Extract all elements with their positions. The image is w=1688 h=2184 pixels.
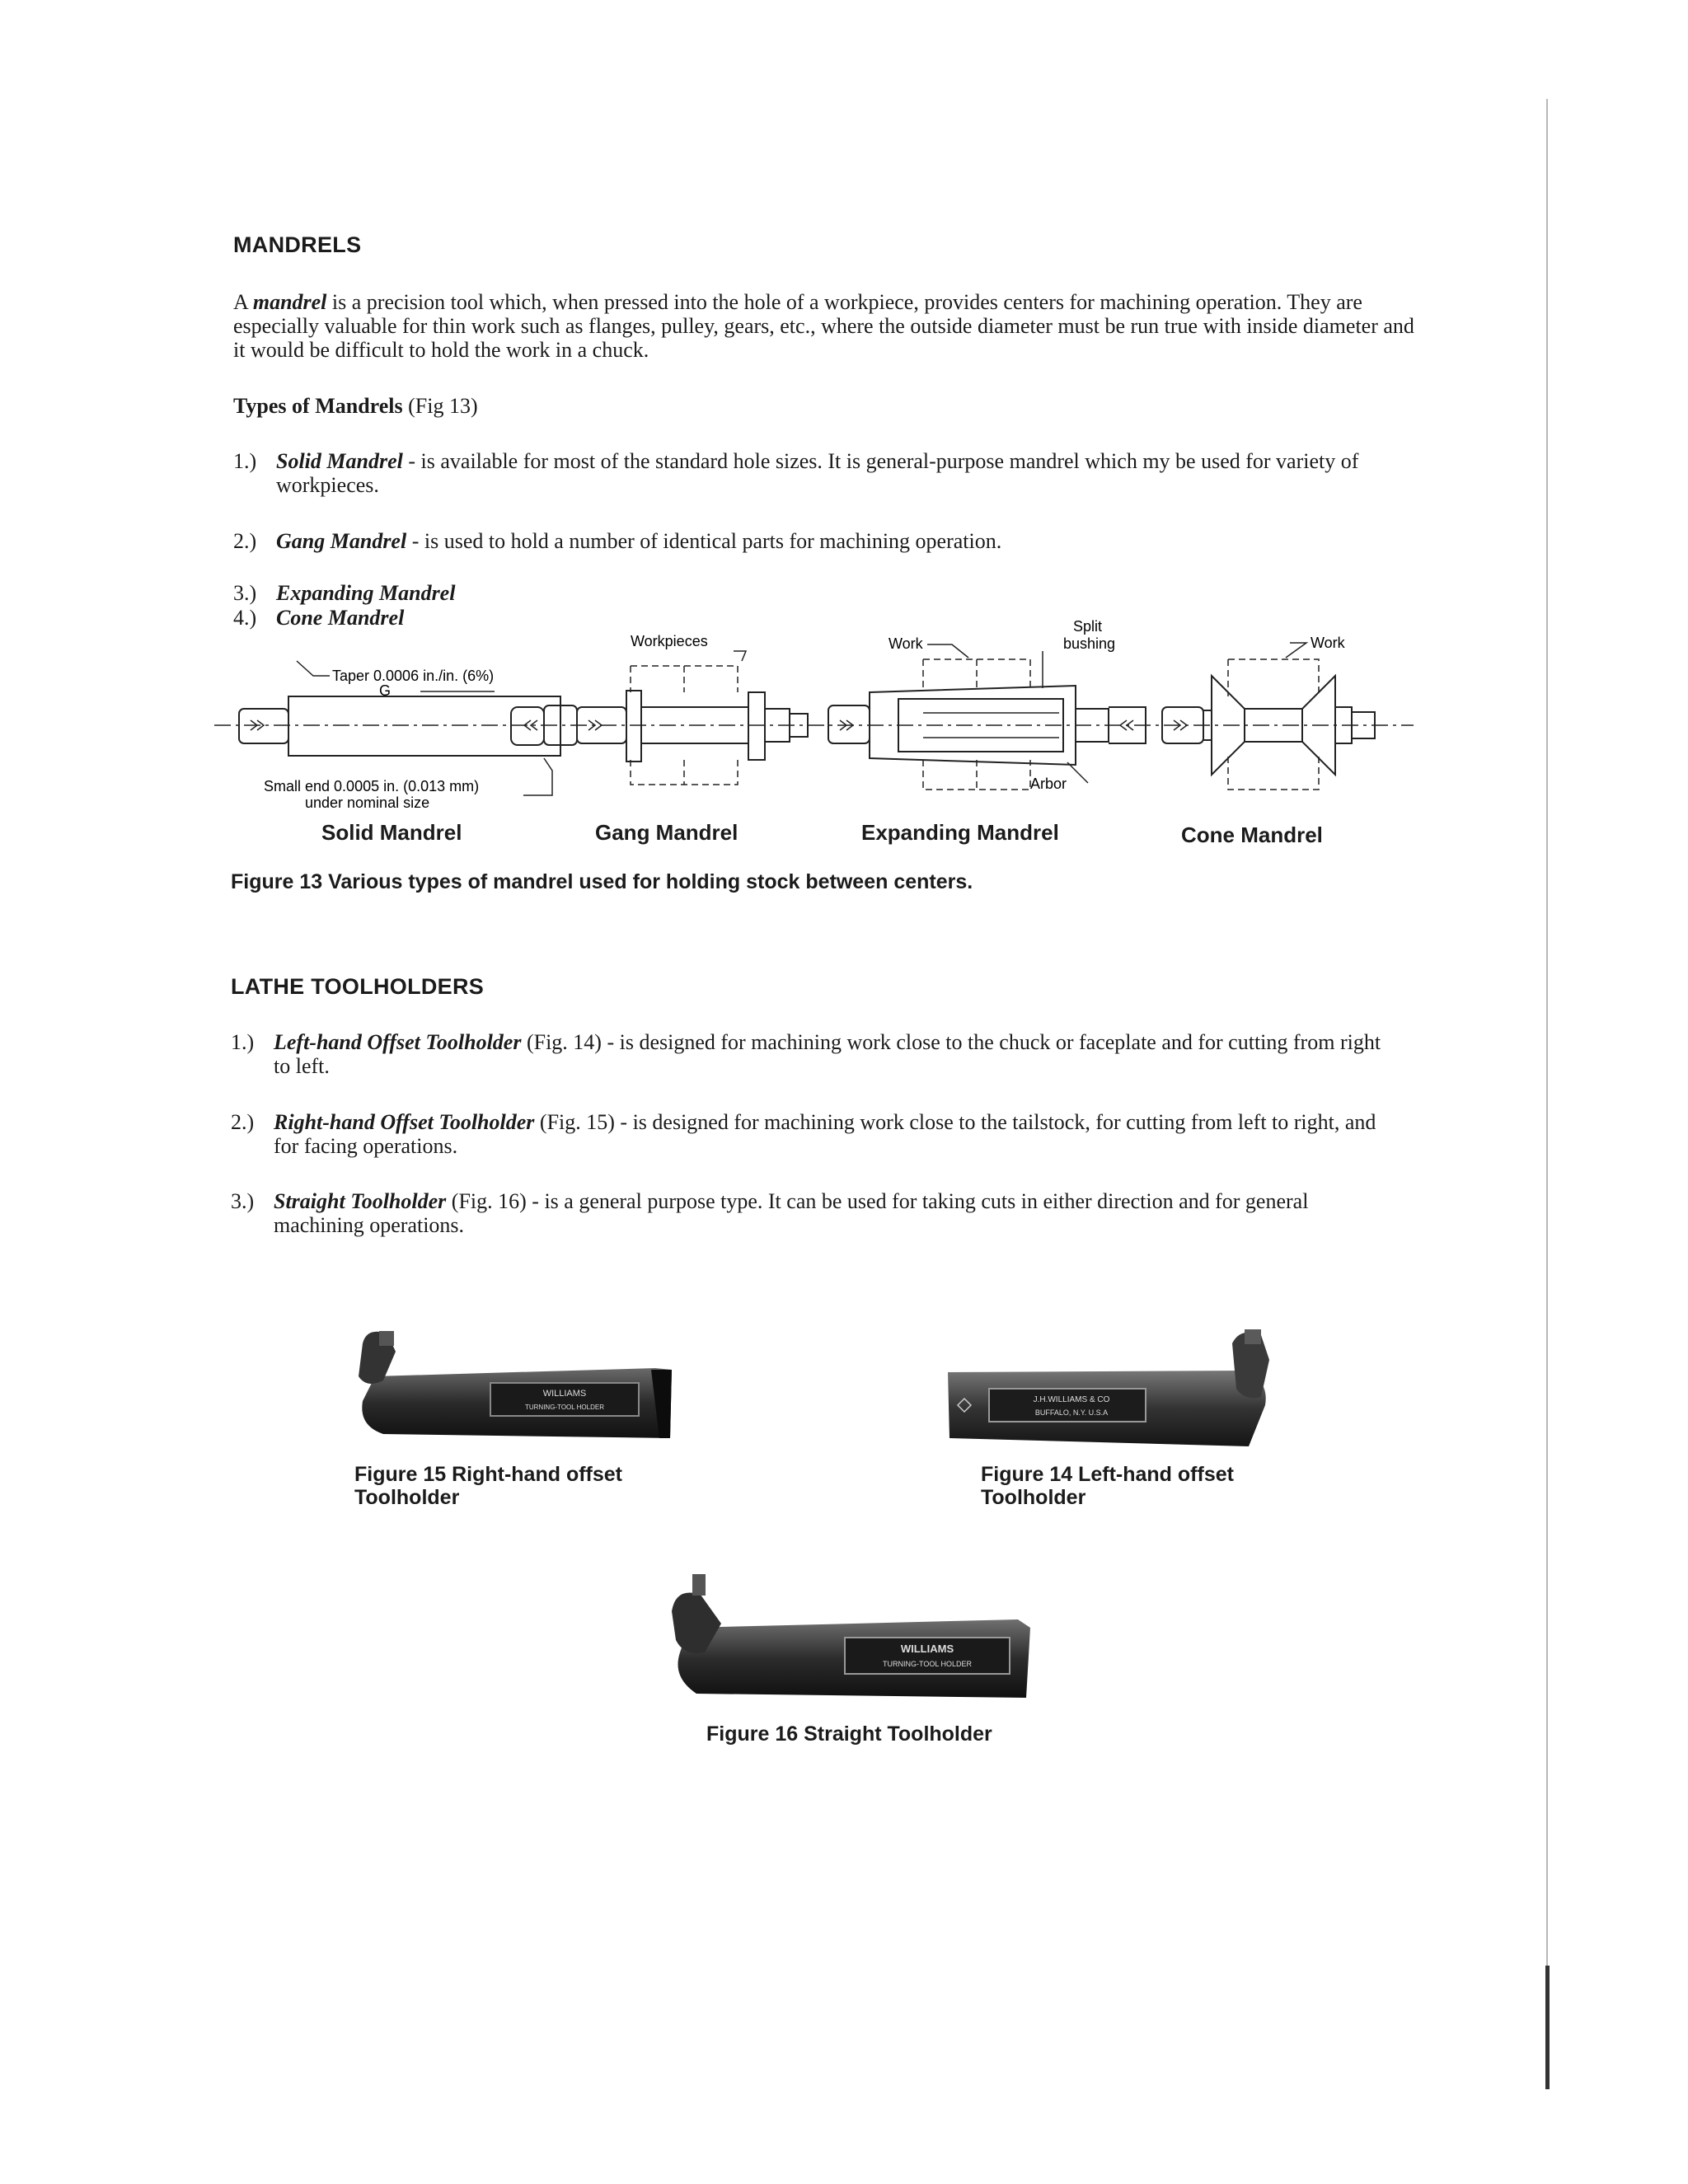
intro-prefix: A <box>233 290 253 314</box>
nameplate <box>490 1383 639 1416</box>
mandrel-intro <box>233 290 1420 362</box>
cone-mandrel-label: Cone Mandrel <box>1181 823 1323 847</box>
intro-text: is a precision tool which, when pressed into the hole of a workpiece, provides centers for machining operation. They are especially valuable for thin work such as flanges, pulley, gears, etc., where the outside diameter must be run true with inside diameter and it would be difficult to hold the work in a chuck. <box>233 290 1414 362</box>
item-text: (Fig. 14) - is designed for machining work close to the chuck or faceplate and for cutting from right to left. <box>274 1030 1381 1078</box>
expanding-mandrel-drawing <box>828 644 1146 790</box>
figure14-caption-2: Toolholder <box>981 1486 1086 1509</box>
plate-line-2: TURNING-TOOL HOLDER <box>524 1404 605 1411</box>
workpieces-label: Workpieces <box>631 633 708 649</box>
page-edge-line <box>1546 99 1548 2085</box>
toolholders-heading: LATHE TOOLHOLDERS <box>231 974 485 999</box>
figure14-photo <box>940 1323 1294 1451</box>
item-number: 3.) <box>231 1189 255 1213</box>
figure13-caption: Figure 13 Various types of mandrel used for holding stock between centers. <box>231 870 973 893</box>
taper-label: Taper 0.0006 in./in. (6%) <box>332 668 495 684</box>
nameplate <box>989 1389 1146 1422</box>
expanding-mandrel-label: Expanding Mandrel <box>861 820 1059 845</box>
plate-line-1: WILLIAMS <box>542 1389 587 1399</box>
page-edge-mark <box>1545 1966 1550 2089</box>
mandrels-heading: MANDRELS <box>233 232 362 257</box>
expanding-work-label: Work <box>889 635 923 652</box>
small-end-label-2: under nominal size <box>305 794 430 811</box>
mandrel-item-solid <box>233 449 1420 499</box>
item-text: (Fig. 16) - is a general purpose type. It can be used for taking cuts in either direction and for general machining operations. <box>274 1189 1309 1237</box>
item-term: Solid Mandrel <box>276 449 403 473</box>
item-text: (Fig. 15) - is designed for machining work close to the tailstock, for cutting from left to right, and for facing operations. <box>274 1110 1376 1158</box>
split-label-2: bushing <box>1063 635 1116 652</box>
plate-line-2: BUFFALO, N.Y. U.S.A <box>1034 1408 1109 1417</box>
toolholder-item-right-hand <box>231 1110 1401 1160</box>
figure15-caption-2: Toolholder <box>354 1486 460 1509</box>
mandrel-item-expanding <box>233 581 728 606</box>
figure15-photo <box>326 1319 680 1446</box>
types-heading-text: Types of Mandrels <box>233 394 403 418</box>
gang-mandrel-drawing <box>577 651 808 785</box>
figure16-photo <box>655 1562 1034 1702</box>
split-label-1: Split <box>1073 618 1103 635</box>
item-number: 4.) <box>233 606 257 630</box>
item-number: 2.) <box>233 529 257 553</box>
small-end-label-1: Small end 0.0005 in. (0.013 mm) <box>264 778 480 794</box>
toolholder-item-left-hand <box>231 1030 1401 1080</box>
intro-term: mandrel <box>252 290 327 314</box>
item-number: 1.) <box>233 449 257 473</box>
cone-mandrel-drawing <box>1162 643 1375 790</box>
figure16-caption: Figure 16 Straight Toolholder <box>706 1722 992 1746</box>
plate-line-1: WILLIAMS <box>900 1643 954 1655</box>
figure14-caption-1: Figure 14 Left-hand offset <box>981 1463 1234 1486</box>
types-ref: (Fig 13) <box>402 394 478 418</box>
solid-mandrel-label: Solid Mandrel <box>321 820 462 845</box>
item-number: 1.) <box>231 1030 255 1054</box>
item-text: - is used to hold a number of identical parts for machining operation. <box>406 529 1002 553</box>
toolholder-item-straight <box>231 1189 1401 1239</box>
item-term: Left-hand Offset Toolholder <box>274 1030 522 1054</box>
cone-work-label: Work <box>1311 635 1345 651</box>
figure15-caption-1: Figure 15 Right-hand offset <box>354 1463 622 1486</box>
item-text: - is available for most of the standard hole sizes. It is general-purpose mandrel which my be used for variety of workpieces. <box>276 449 1359 497</box>
item-term: Cone Mandrel <box>276 606 405 630</box>
item-number: 2.) <box>231 1110 255 1134</box>
item-number: 3.) <box>233 581 257 605</box>
mandrel-item-gang <box>233 529 1420 554</box>
plate-line-2: TURNING-TOOL HOLDER <box>882 1660 973 1668</box>
arbor-label: Arbor <box>1030 776 1067 792</box>
item-term: Expanding Mandrel <box>276 581 456 605</box>
item-term: Gang Mandrel <box>276 529 407 553</box>
plate-line-1: J.H.WILLIAMS & CO <box>1033 1395 1110 1404</box>
gang-mandrel-label: Gang Mandrel <box>595 820 738 845</box>
types-heading <box>233 394 478 418</box>
item-term: Right-hand Offset Toolholder <box>274 1110 535 1134</box>
item-term: Straight Toolholder <box>274 1189 447 1213</box>
g-label: G <box>379 682 392 699</box>
